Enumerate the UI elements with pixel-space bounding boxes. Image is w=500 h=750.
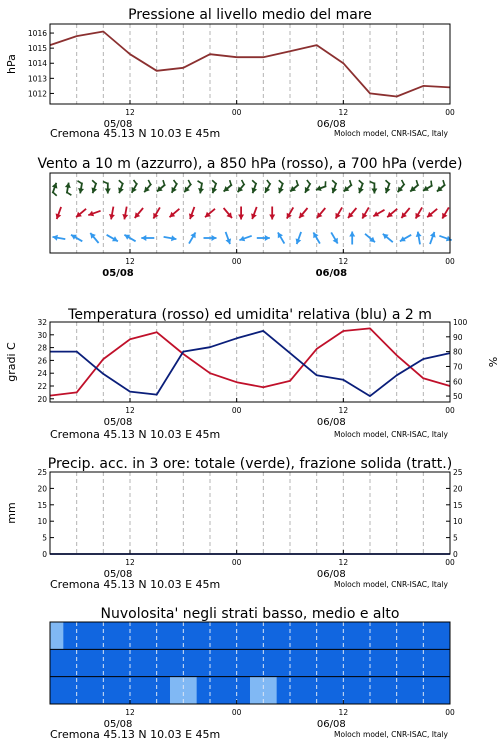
wind-arrow-0 [132, 180, 138, 193]
wind-xtick-label: 00 [445, 257, 455, 266]
wind-arrow-1 [76, 209, 86, 217]
pressure-xtick-label: 12 [125, 108, 135, 117]
precipitation-right-y2tick-label: 15 [453, 500, 463, 510]
cloud-cell-light [50, 622, 63, 649]
wind-arrow-barb [67, 192, 71, 195]
wind-arrow-1 [88, 211, 100, 217]
precipitation-ytick-label: 5 [42, 533, 47, 543]
wind-arrow-barb [279, 180, 283, 184]
precipitation-date-label: 05/08 [103, 569, 133, 580]
precipitation-right-y2tick-label: 25 [453, 468, 463, 477]
wind-arrow-2 [226, 232, 232, 244]
wind-arrow-barb [198, 181, 202, 184]
cloud-xtick-label: 00 [445, 708, 455, 717]
wind-arrow-0 [118, 180, 124, 193]
wind-arrow-0 [316, 181, 326, 191]
cloud-xtick-label: 12 [125, 708, 135, 717]
wind-arrow-1 [122, 207, 128, 220]
wind-arrow-1 [416, 207, 423, 218]
humidity-y2tick-label: 80 [453, 347, 463, 357]
pressure-ytick-label: 1015 [27, 44, 47, 54]
wind-arrow-2 [71, 235, 82, 242]
wind-arrow-2 [90, 233, 98, 243]
cloud-date-label: 06/08 [316, 719, 346, 730]
precipitation-ytick-label: 15 [37, 500, 47, 510]
wind-arrow-1 [317, 208, 325, 218]
wind-arrow-0 [52, 183, 58, 196]
pressure-xtick-label: 00 [445, 108, 455, 117]
wind-arrow-barb [431, 181, 432, 186]
wind-arrow-barb [78, 181, 82, 184]
precipitation-date-label: 06/08 [316, 569, 346, 580]
wind-arrow-2 [239, 236, 251, 242]
pressure-date-label: 06/08 [316, 119, 346, 130]
precipitation-xtick-label: 12 [338, 558, 349, 567]
pressure-plot-frame [50, 24, 450, 104]
humidity-ylabel: % [486, 356, 499, 368]
temperature-ytick-label: 32 [37, 318, 47, 327]
wind-arrow-barb [416, 180, 418, 185]
wind-arrow-2 [53, 235, 66, 241]
wind-arrow-head [269, 215, 275, 220]
wind-arrow-2 [383, 234, 393, 242]
wind-arrow-head [265, 235, 270, 241]
wind-xtick-label: 12 [338, 257, 349, 266]
wind-arrow-1 [427, 209, 437, 217]
wind-arrow-1 [238, 207, 244, 220]
wind-arrow-0 [385, 180, 391, 193]
temperature-ytick-label: 22 [37, 382, 47, 391]
wind-arrow-barb [332, 180, 336, 184]
wind-arrow-2 [204, 235, 217, 241]
wind-arrow-head [212, 235, 217, 241]
humidity-y2tick-label: 100 [453, 318, 468, 327]
wind-arrow-0 [212, 180, 218, 193]
wind-arrow-barb [307, 180, 310, 184]
wind-arrow-barb [402, 180, 404, 185]
precipitation-right-y2tick-label: 10 [453, 517, 463, 527]
wind-arrow-1 [362, 207, 369, 218]
wind-arrow-barb [148, 180, 150, 185]
wind-arrow-barb [242, 180, 244, 185]
wind-arrow-0 [437, 180, 445, 191]
precipitation-panel [5, 456, 463, 591]
wind-arrow-barb [359, 180, 363, 184]
pressure-xtick-label: 12 [338, 108, 349, 117]
pressure-ytick-label: 1014 [27, 59, 47, 69]
humidity-line [50, 331, 450, 396]
humidity-y2tick-label: 50 [453, 392, 463, 402]
wind-arrow-2 [400, 235, 411, 242]
wind-arrow-1 [170, 209, 180, 217]
pressure-title: Pressione al livello medio del mare [128, 7, 372, 23]
wind-arrow-0 [358, 180, 364, 193]
wind-arrow-1 [269, 207, 275, 220]
precipitation-title: Precip. acc. in 3 ore: totale (verde), frazione solida (tratt.) [47, 456, 453, 472]
wind-arrow-head [371, 189, 377, 194]
precipitation-ytick-label: 25 [37, 468, 47, 477]
wind-arrow-2 [313, 232, 320, 243]
wind-xtick-label: 00 [231, 257, 242, 266]
wind-arrow-barb [134, 180, 137, 184]
precipitation-ytick-label: 10 [37, 517, 47, 527]
wind-arrow-1 [442, 207, 449, 218]
wind-arrow-barb [92, 180, 96, 184]
wind-arrow-2 [296, 232, 302, 244]
wind-arrow-barb [252, 180, 256, 184]
pressure-xtick-label: 00 [231, 108, 242, 117]
humidity-y2tick-label: 70 [453, 362, 463, 372]
wind-arrow-0 [78, 181, 84, 194]
precipitation-xtick-label: 00 [231, 558, 242, 567]
precipitation-ylabel: mm [5, 502, 18, 524]
temperature-xtick-label: 12 [338, 406, 349, 415]
cloud-xtick-label: 00 [231, 708, 242, 717]
temperature-title: Temperatura (rosso) ed umidita' relativa (blu) a 2 m [68, 307, 432, 323]
temperature-ytick-label: 24 [37, 369, 47, 379]
wind-arrow-1 [56, 207, 62, 219]
wind-arrow-barb [230, 180, 232, 185]
wind-arrow-1 [348, 208, 356, 218]
wind-arrow-2 [141, 235, 154, 241]
wind-arrow-barb [163, 180, 165, 185]
wind-arrow-0 [65, 183, 71, 196]
wind-arrow-0 [278, 180, 284, 193]
wind-arrow-0 [332, 180, 338, 193]
cloud-row-alto [50, 622, 450, 649]
wind-arrow-0 [398, 180, 405, 192]
wind-panel [37, 156, 462, 279]
wind-date-label: 06/08 [315, 268, 348, 279]
wind-arrow-1 [401, 208, 409, 218]
temperature-xtick-label: 12 [125, 406, 135, 415]
wind-arrow-1 [387, 209, 397, 217]
wind-arrow-1 [109, 207, 115, 220]
cloud-row-medio [50, 649, 450, 676]
precipitation-right-y2tick-label: 5 [453, 533, 458, 543]
wind-title: Vento a 10 m (azzurro), a 850 hPa (rosso), a 700 hPa (verde) [37, 156, 463, 172]
pressure-ytick-label: 1013 [27, 74, 47, 84]
temperature-ytick-label: 28 [37, 343, 47, 353]
wind-arrow-0 [144, 180, 151, 192]
wind-arrow-0 [252, 180, 258, 193]
cloud-xtick-label: 12 [338, 708, 349, 717]
wind-arrow-0 [157, 180, 165, 191]
precipitation-location: Cremona 45.13 N 10.03 E 45m [50, 578, 221, 591]
wind-arrow-0 [290, 180, 299, 191]
wind-arrow-barb [212, 180, 216, 184]
wind-arrow-0 [238, 180, 245, 192]
wind-arrow-0 [423, 181, 433, 191]
wind-arrow-barb [296, 180, 298, 185]
temperature-xtick-label: 00 [445, 406, 455, 415]
temperature-ytick-label: 20 [37, 394, 47, 404]
temperature-line [50, 328, 450, 395]
pressure-credit: Moloch model, CNR-ISAC, Italy [334, 129, 448, 138]
wind-arrow-barb [350, 180, 352, 185]
wind-arrow-0 [344, 180, 352, 191]
wind-arrow-2 [257, 235, 270, 241]
wind-arrow-0 [184, 180, 191, 192]
cloud-credit: Moloch model, CNR-ISAC, Italy [334, 730, 448, 739]
wind-arrow-2 [189, 232, 196, 243]
precipitation-xtick-label: 12 [125, 558, 135, 567]
pressure-panel [5, 7, 455, 140]
wind-arrow-1 [336, 207, 343, 218]
wind-arrow-0 [198, 181, 204, 194]
wind-arrow-1 [224, 208, 232, 218]
temperature-date-label: 05/08 [103, 417, 133, 428]
wind-arrow-0 [370, 182, 378, 194]
wind-arrow-barb [119, 180, 123, 184]
wind-arrow-1 [135, 208, 143, 218]
cloud-panel [50, 606, 455, 741]
pressure-ytick-label: 1016 [27, 29, 47, 39]
humidity-y2tick-label: 60 [453, 377, 463, 387]
pressure-line [50, 32, 450, 97]
wind-date-label: 05/08 [102, 268, 134, 279]
temperature-xtick-label: 00 [231, 406, 242, 415]
wind-arrow-head [238, 215, 244, 220]
wind-xtick-label: 12 [125, 257, 135, 266]
wind-arrow-barb [385, 180, 389, 184]
cloud-title: Nuvolosita' negli strati basso, medio e alto [100, 606, 400, 622]
temperature-ylabel: gradi C [5, 342, 18, 382]
wind-arrow-head [349, 232, 355, 237]
wind-arrow-0 [172, 180, 178, 193]
humidity-y2tick-label: 90 [453, 332, 463, 342]
wind-arrow-barb [267, 180, 270, 184]
pressure-location: Cremona 45.13 N 10.03 E 45m [50, 127, 221, 140]
wind-arrow-2 [349, 232, 355, 245]
temperature-ytick-label: 30 [37, 330, 47, 340]
wind-arrow-1 [373, 210, 384, 217]
precipitation-right-y2tick-label: 20 [453, 484, 463, 494]
temperature-date-label: 06/08 [316, 417, 346, 428]
cloud-location: Cremona 45.13 N 10.03 E 45m [50, 728, 221, 741]
wind-arrow-head [105, 189, 111, 194]
pressure-ylabel: hPa [5, 54, 18, 74]
wind-arrow-0 [265, 180, 271, 193]
temperature-ytick-label: 26 [37, 356, 47, 366]
wind-arrow-barb [174, 180, 177, 184]
precipitation-right-y2tick-label: 0 [453, 550, 458, 559]
wind-arrow-0 [103, 182, 111, 194]
precipitation-xtick-label: 00 [445, 558, 455, 567]
precipitation-ytick-label: 20 [37, 484, 47, 494]
temperature-credit: Moloch model, CNR-ISAC, Italy [334, 430, 448, 439]
wind-arrow-barb [188, 180, 190, 185]
wind-arrow-0 [224, 180, 232, 191]
wind-arrow-barb [53, 192, 57, 196]
wind-arrow-1 [189, 207, 195, 219]
precipitation-credit: Moloch model, CNR-ISAC, Italy [334, 580, 448, 589]
wind-arrow-1 [299, 208, 307, 218]
wind-arrow-0 [410, 180, 419, 191]
pressure-ytick-label: 1012 [27, 89, 47, 99]
wind-arrow-0 [305, 180, 311, 193]
wind-arrow-2 [164, 235, 177, 241]
wind-arrow-2 [124, 235, 135, 242]
temperature-location: Cremona 45.13 N 10.03 E 45m [50, 428, 221, 441]
wind-arrow-1 [251, 207, 257, 219]
cloud-date-label: 05/08 [103, 719, 133, 730]
wind-arrow-2 [107, 235, 118, 242]
precipitation-plot-frame [50, 472, 450, 554]
wind-arrow-2 [416, 232, 422, 245]
temperature-panel [5, 307, 499, 441]
wind-arrow-0 [92, 180, 98, 193]
precipitation-ytick-label: 0 [42, 550, 47, 559]
wind-arrow-2 [430, 232, 436, 244]
pressure-date-label: 05/08 [103, 119, 133, 130]
wind-arrow-2 [365, 234, 375, 242]
wind-arrow-barb [443, 180, 445, 185]
wind-arrow-head [141, 235, 146, 241]
wind-arrow-2 [278, 232, 285, 243]
wind-arrow-2 [331, 232, 338, 243]
